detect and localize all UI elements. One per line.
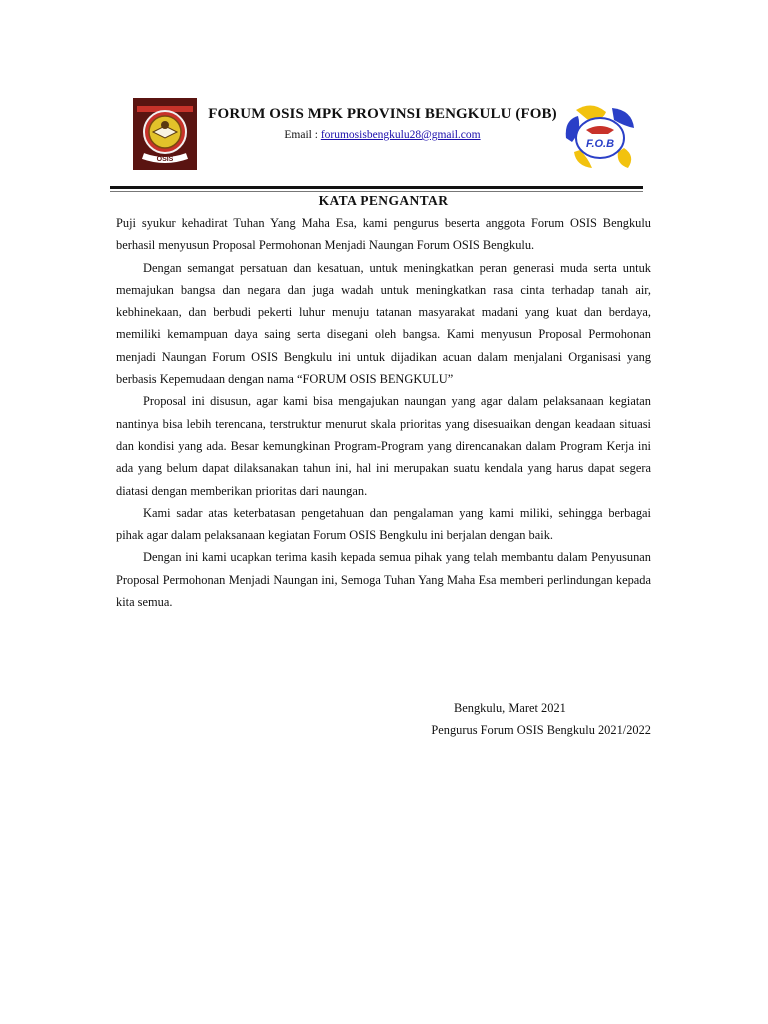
fob-logo-lettering: F.O.B [585, 138, 615, 150]
email-line [200, 129, 565, 141]
document-body [116, 212, 651, 613]
closing-place-date: Bengkulu, Maret 2021 [454, 701, 566, 715]
paragraph-4: Kami sadar atas keterbatasan pengetahuan dan pengalaman yang kami miliki, sehingga berbagai pihak agar dalam pelaksanaan kegiatan Forum OSIS Bengkulu ini berjalan dengan baik. [116, 505, 651, 543]
closing-signature: Pengurus Forum OSIS Bengkulu 2021/2022 [431, 723, 651, 737]
fob-emblem-icon [562, 102, 638, 170]
paragraph-2: Dengan semangat persatuan dan kesatuan, untuk meningkatkan peran generasi muda serta untuk memajukan bangsa dan negara dan juga wadah untuk meningkatkan rasa cinta terhadap tanah air, kebhinekaan, dan berbudi pekerti luhur menuju tatanan masyarakat madani yang kuat dan berdaya, memiliki kemampuan daya saing serta disegani oleh bangsa. Kami menyusun Proposal Permohonan menjadi Naungan Forum OSIS Bengkulu ini untuk dijadikan acuan dalam menjalani Organisasi yang berbasis Kepemudaan dengan nama “FORUM OSIS BENGKULU” [116, 260, 651, 387]
paragraph-3: Proposal ini disusun, agar kami bisa mengajukan naungan yang agar dalam pelaksanaan kegiatan nantinya bisa lebih terencana, terstruktur menurut skala prioritas yang disesuaikan dengan keadaan situasi dan kondisi yang ada. Besar kemungkinan Program-Program yang direncanakan dalam Program Kerja ini ada yang belum dapat dilaksanakan tahun ini, hal ini merupakan suatu kendala yang harus dapat segera diatasi dengan memberikan prioritas dari naungan. [116, 394, 651, 498]
header-rule-thin [110, 191, 643, 192]
paragraph-1: Puji syukur kehadirat Tuhan Yang Maha Esa, kami pengurus beserta anggota Forum OSIS Bengkulu berhasil menyusun Proposal Permohonan Menjadi Naungan Forum OSIS Bengkulu. [116, 216, 651, 253]
email-label: Email : [284, 129, 318, 141]
osis-logo [133, 98, 197, 170]
header-rule-thick [110, 186, 643, 189]
fob-logo [562, 102, 638, 170]
document-title: KATA PENGANTAR [318, 193, 449, 208]
paragraph-5: Dengan ini kami ucapkan terima kasih kepada semua pihak yang telah membantu dalam Penyusunan Proposal Permohonan Menjadi Naungan ini, Semoga Tuhan Yang Maha Esa memberi perlindungan kepada kita semua. [116, 550, 651, 610]
organization-title: FORUM OSIS MPK PROVINSI BENGKULU (FOB) [208, 106, 557, 122]
email-link[interactable]: forumosisbengkulu28@gmail.com [320, 129, 481, 141]
osis-logo-lettering: OSIS [156, 156, 174, 163]
osis-emblem-icon [133, 98, 197, 170]
